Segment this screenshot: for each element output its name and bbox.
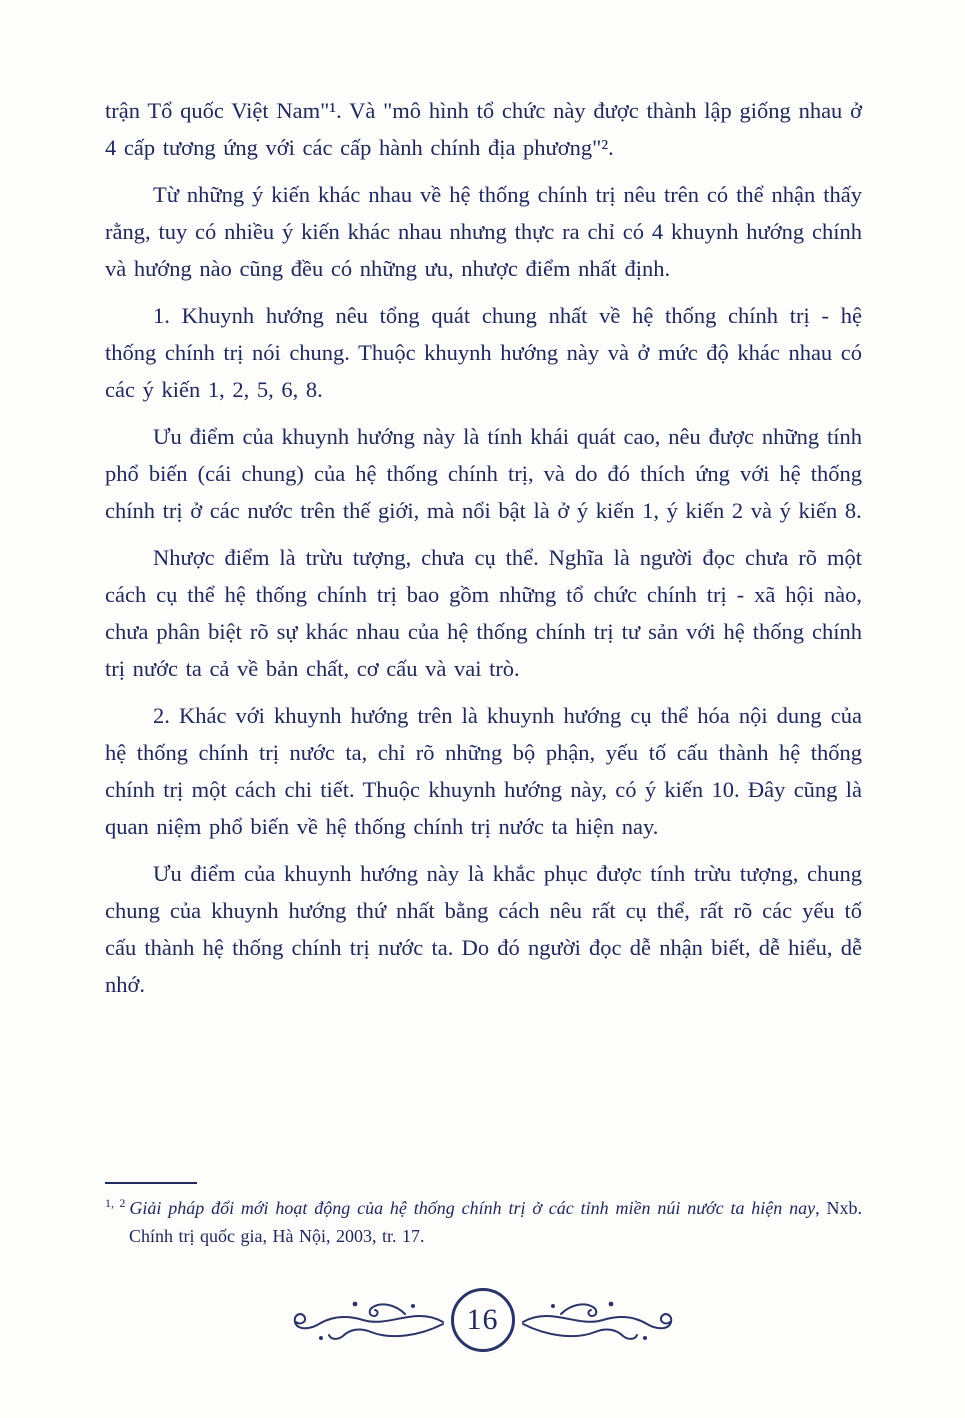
footnote-area bbox=[105, 1182, 862, 1250]
page-footer-ornament bbox=[0, 1288, 965, 1352]
flourish-right-icon bbox=[521, 1292, 681, 1348]
footnote-rule bbox=[105, 1182, 197, 1184]
paragraph: Từ những ý kiến khác nhau về hệ thống chính trị nêu trên có thể nhận thấy rằng, tuy có nhiều ý kiến khác nhau nhưng thực ra chỉ có 4 khuynh hướng chính và hướng nào cũng đều có những ưu, nhược điểm nhất định. bbox=[105, 182, 862, 281]
page-number bbox=[451, 1288, 515, 1352]
flourish-left-icon bbox=[285, 1292, 445, 1348]
page-body bbox=[105, 92, 862, 1003]
paragraph: 2. Khác với khuynh hướng trên là khuynh hướng cụ thể hóa nội dung của hệ thống chính trị nước ta, chỉ rõ những bộ phận, yếu tố cấu thành hệ thống chính trị một cách chi tiết. Thuộc khuynh hướng này, có ý kiến 10. Đây cũng là quan niệm phổ biến về hệ thống chính trị nước ta hiện nay. bbox=[105, 703, 862, 839]
paragraph: trận Tổ quốc Việt Nam"¹. Và "mô hình tổ chức này được thành lập giống nhau ở 4 cấp tương ứng với các cấp hành chính địa phương"². bbox=[105, 98, 862, 160]
footnote-marker: 1, 2 bbox=[105, 1196, 126, 1210]
footnote bbox=[105, 1194, 862, 1250]
paragraph: Ưu điểm của khuynh hướng này là khắc phục được tính trừu tượng, chung chung của khuynh hướng thứ nhất bằng cách nêu rất cụ thể, rất rõ các yếu tố cấu thành hệ thống chính trị nước ta. Do đó người đọc dễ nhận biết, dễ hiểu, dễ nhớ. bbox=[105, 861, 862, 997]
footnote-source: , Nxb. Chính trị quốc gia, Hà Nội, 2003, tr. 17. bbox=[129, 1198, 863, 1246]
footnote-title: Giải pháp đổi mới hoạt động của hệ thống chính trị ở các tỉnh miền núi nước ta hiện nay bbox=[129, 1198, 816, 1218]
paragraph: 1. Khuynh hướng nêu tổng quát chung nhất về hệ thống chính trị - hệ thống chính trị nói chung. Thuộc khuynh hướng này và ở mức độ khác nhau có các ý kiến 1, 2, 5, 6, 8. bbox=[105, 303, 862, 402]
page-number-value: 16 bbox=[466, 1303, 499, 1336]
paragraph: Nhược điểm là trừu tượng, chưa cụ thể. Nghĩa là người đọc chưa rõ một cách cụ thể hệ thống chính trị bao gồm những tổ chức chính trị - xã hội nào, chưa phân biệt rõ sự khác nhau của hệ thống chính trị tư sản với hệ thống chính trị nước ta cả về bản chất, cơ cấu và vai trò. bbox=[105, 545, 862, 681]
paragraph: Ưu điểm của khuynh hướng này là tính khái quát cao, nêu được những tính phổ biến (cái chung) của hệ thống chính trị, và do đó thích ứng với hệ thống chính trị ở các nước trên thế giới, mà nổi bật là ở ý kiến 1, ý kiến 2 và ý kiến 8. bbox=[105, 424, 862, 523]
